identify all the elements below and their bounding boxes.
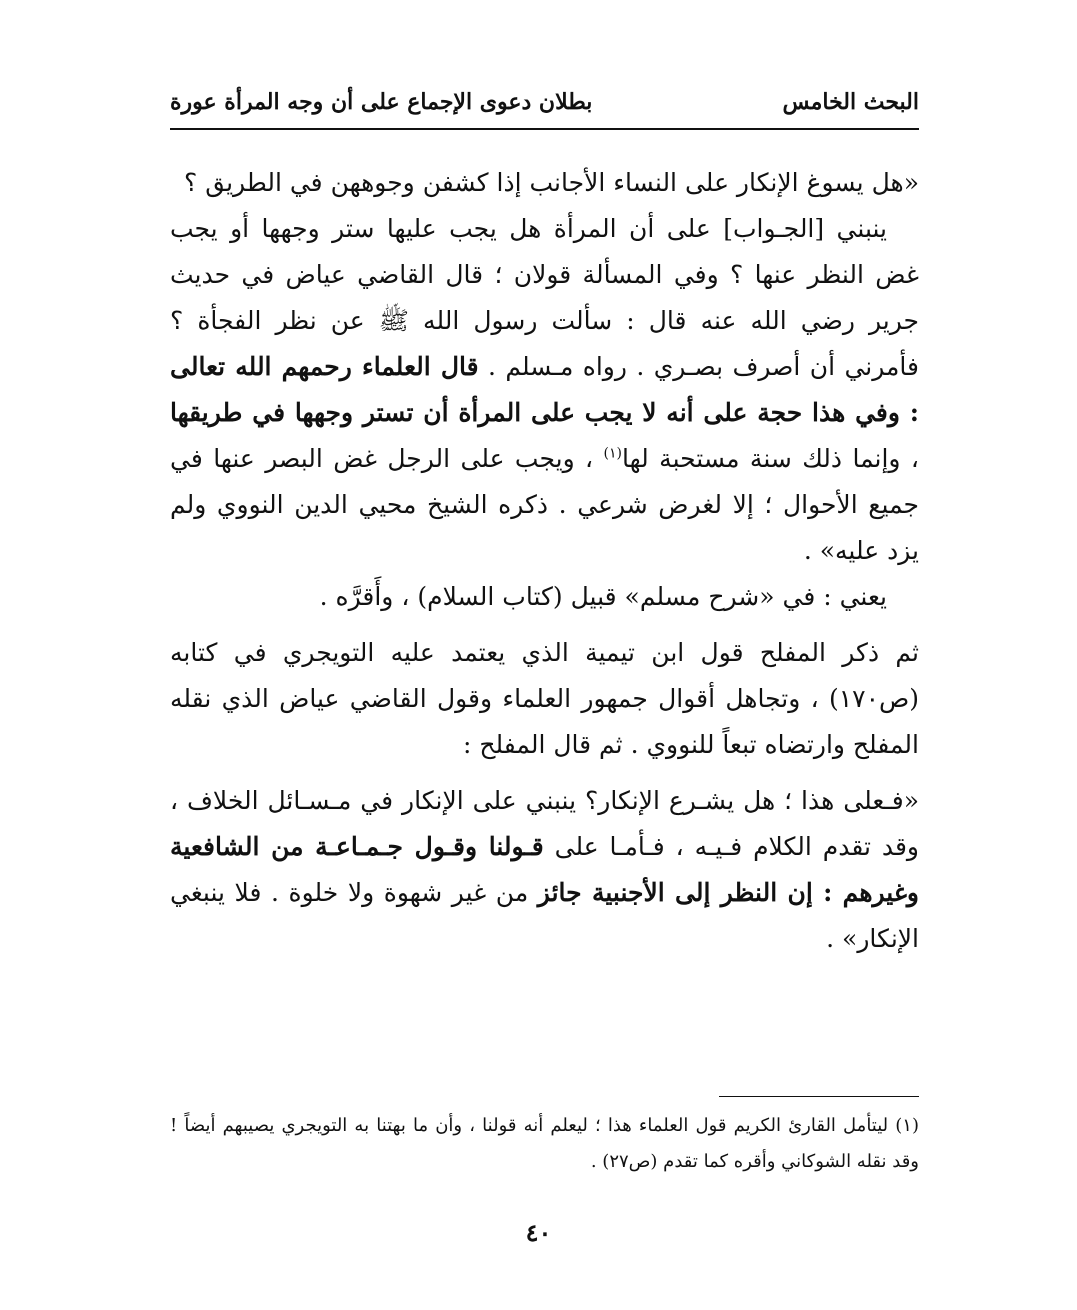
paragraph-mufleh bbox=[170, 630, 919, 768]
answer-text-2: ، وإنما ذلك سنة مستحبة لها bbox=[622, 444, 919, 473]
quote-bold-1: قـولنا وقـول جـمـاعـة من الشافعية وغيرهم : إن النظر إلى الأجنبية جائز bbox=[170, 832, 919, 907]
answer-text-1: ينبني [الجـواب] على أن المرأة هل يجب عليها ستر وجهها أو يجب غض النظر عنها ؟ وفي المسألة قولان ؛ قال القاضي عياض في حديث جرير رضي الله عنه قال : سألت رسول الله ﷺ عن نظر الفجأة ؟ فأمرني أن أصرف بصـري . رواه مـسلم . bbox=[170, 214, 920, 381]
comment-text: يعني : في «شرح مسلم» قبيل (كتاب السلام) ، وأَقرَّه . bbox=[319, 582, 887, 611]
answer-bold-1: قال العلماء رحمهم الله تعالى : وفي هذا حجة على أنه لا يجب على المرأة أن تستر وجهها في طريقها bbox=[170, 352, 919, 427]
main-text bbox=[170, 160, 919, 962]
quote-text-2: من غير شهوة ولا خلوة . فلا ينبغي الإنكار» . bbox=[170, 878, 919, 953]
question-text: «هل يسوغ الإنكار على النساء الأجانب إذا كشفن وجوههن في الطريق ؟ bbox=[184, 168, 919, 197]
footnote: (١) ليتأمل القارئ الكريم قول العلماء هذا ؛ ليعلم أنه قولنا ، وأن ما بهتنا به التويجري يصيبهم أيضاً ! وقد نقله الشوكاني وأقره كما تقدم (ص٢٧) . bbox=[170, 1115, 919, 1172]
paragraph-quote bbox=[170, 778, 919, 962]
header-title: بطلان دعوى الإجماع على أن وجه المرأة عورة bbox=[170, 89, 593, 115]
quote-text-1: «فـعلى هذا ؛ هل يشـرع الإنكار؟ ينبني على الإنكار في مـسـائل الخلاف ، وقد تقدم الكلام فـيـه ، فـأمـا على bbox=[170, 786, 919, 861]
paragraph-answer bbox=[170, 206, 919, 574]
header-rule bbox=[170, 128, 919, 130]
running-header bbox=[170, 82, 919, 122]
footnote-rule bbox=[719, 1096, 919, 1097]
answer-text-3: ، ويجب على الرجل غض البصر عنها في جميع الأحوال ؛ إلا لغرض شرعي . ذكره الشيخ محيي الدين النووي ولم يزد عليه» . bbox=[170, 444, 919, 565]
header-section: البحث الخامس bbox=[782, 89, 919, 115]
paragraph-question bbox=[170, 160, 919, 206]
footnote-marker: (١) bbox=[603, 445, 623, 462]
paragraph-comment bbox=[170, 574, 919, 620]
mufleh-text: ثم ذكر المفلح قول ابن تيمية الذي يعتمد عليه التويجري في كتابه (ص١٧٠) ، وتجاهل أقوال جمهور العلماء وقول القاضي عياض الذي نقله المفلح وارتضاه تبعاً للنووي . ثم قال المفلح : bbox=[170, 638, 919, 759]
page-number: ٤٠ bbox=[525, 1218, 552, 1247]
